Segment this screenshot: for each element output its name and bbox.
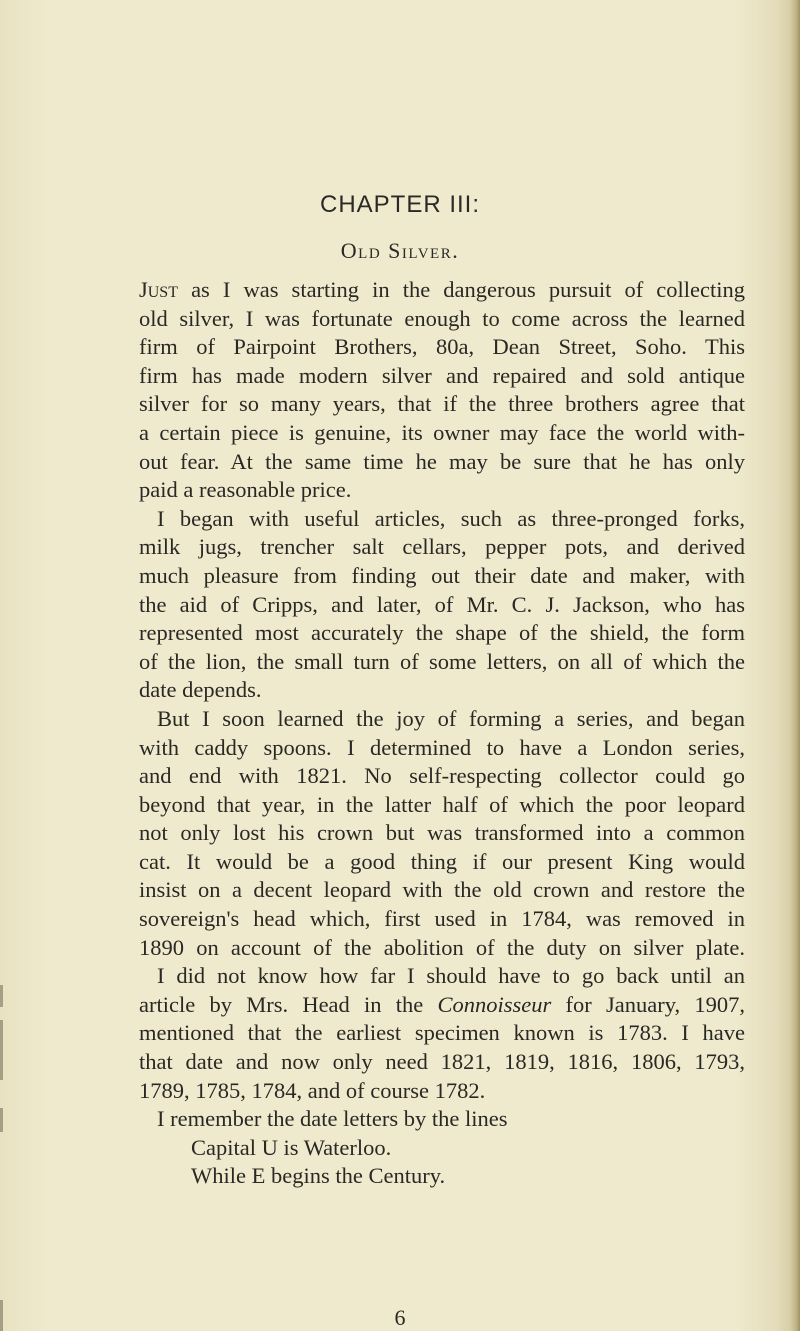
text-line: not only lost his crown but was transformed into a common — [139, 820, 745, 846]
text-line: Just as I was starting in the dangerous pursuit of collecting — [139, 277, 745, 302]
text-line: firm has made modern silver and repaired and sold antique — [139, 362, 745, 388]
text-line: cat. It would be a good thing if our present King would — [139, 848, 745, 874]
text-line: a certain piece is genuine, its owner may face the world with- — [139, 419, 745, 445]
body-text — [139, 276, 745, 1191]
section-title: Old Silver. — [340, 238, 460, 263]
text-line: paid a reasonable price. — [139, 477, 352, 503]
text-line: represented most accurately the shape of the shield, the form — [139, 620, 745, 646]
text-line: article by Mrs. Head in the Connoisseur for January, 1907, — [139, 991, 746, 1017]
text-line: of the lion, the small turn of some letters, on all of which the — [139, 648, 745, 674]
text-line: much pleasure from finding out their date and maker, with — [139, 562, 745, 588]
text-line: I began with useful articles, such as three-pronged forks, — [157, 505, 745, 531]
text-line: old silver, I was fortunate enough to come across the learned — [139, 305, 745, 331]
text-line: date depends. — [139, 677, 262, 703]
chapter-heading: CHAPTER III: — [319, 191, 481, 218]
text-line: But I soon learned the joy of forming a series, and began — [157, 705, 745, 731]
text-line: 1789, 1785, 1784, and of course 1782. — [139, 1077, 486, 1103]
text-line: the aid of Cripps, and later, of Mr. C. J. Jackson, who has — [139, 591, 745, 617]
text-line: 1890 on account of the abolition of the duty on silver plate. — [139, 934, 745, 960]
binding-mark — [0, 1020, 3, 1080]
text-line: beyond that year, in the latter half of which the poor leopard — [139, 791, 745, 817]
text-line: silver for so many years, that if the three brothers agree that — [139, 391, 745, 417]
text-line: While E begins the Century. — [191, 1163, 446, 1189]
binding-mark — [0, 985, 3, 1007]
text-line: that date and now only need 1821, 1819, 1816, 1806, 1793, — [139, 1049, 745, 1075]
text-line: sovereign's head which, first used in 1784, was removed in — [139, 906, 745, 932]
text-line: and end with 1821. No self-respecting collector could go — [139, 763, 745, 789]
text-line: firm of Pairpoint Brothers, 80a, Dean Street, Soho. This — [139, 334, 745, 360]
text-line: out fear. At the same time he may be sure that he has only — [139, 448, 745, 474]
text-line: mentioned that the earliest specimen known is 1783. I have — [139, 1020, 745, 1046]
page-number: 6 — [394, 1305, 406, 1330]
text-line: I did not know how far I should have to go back until an — [157, 963, 745, 989]
text-line: insist on a decent leopard with the old crown and restore the — [139, 877, 745, 903]
text-line: milk jugs, trencher salt cellars, pepper pots, and derived — [139, 534, 745, 560]
text-line: Capital U is Waterloo. — [191, 1134, 392, 1160]
text-line: I remember the date letters by the lines — [157, 1106, 508, 1132]
text-line: with caddy spoons. I determined to have a London series, — [139, 734, 745, 760]
binding-mark — [0, 1108, 3, 1132]
